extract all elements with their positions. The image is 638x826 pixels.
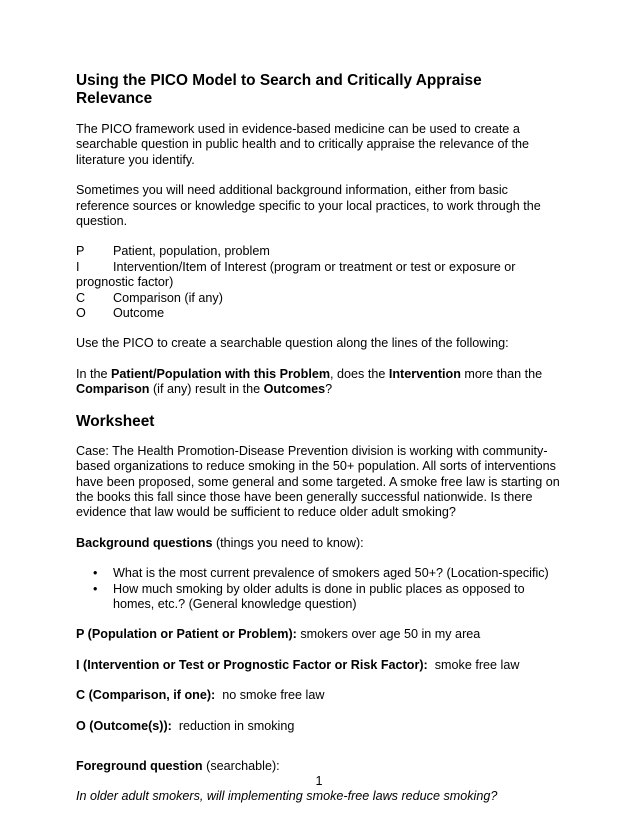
- bold-run: P (Population or Patient or Problem):: [76, 627, 297, 642]
- pico-text: Intervention/Item of Interest (program or treatment or test or exposure or prognostic factor): [76, 259, 516, 290]
- pico-text: Comparison (if any): [113, 290, 223, 305]
- bold-run: Background questions: [76, 535, 213, 550]
- case-paragraph: Case: The Health Promotion-Disease Prevention division is working with community-based organizations to reduce smoking in the 50+ population. All sorts of interventions have been proposed, some general and some targeted. A smoke free law is starting on the books this fall since those have been generally successful nationwide. Is there evidence that law would be sufficient to reduce older adult smoking?: [76, 443, 560, 520]
- text-run: (things you need to know):: [212, 535, 364, 550]
- pico-item-i: [76, 260, 562, 291]
- pico-item-c: [76, 291, 562, 306]
- page-number: 1: [315, 774, 323, 788]
- text-run: smoke free law: [427, 657, 520, 672]
- background-questions-list: [76, 566, 562, 612]
- intro-paragraph-2: Sometimes you will need additional background information, either from basic reference sources or knowledge specific to your local practices, to work through the question.: [76, 183, 541, 229]
- pico-letter: C: [76, 290, 86, 305]
- text-run: (if any) result in the: [149, 382, 264, 397]
- pico-letter: P: [76, 244, 85, 259]
- template-question: [76, 367, 562, 398]
- use-pico-instruction: Use the PICO to create a searchable question along the lines of the following:: [76, 336, 509, 351]
- text-run: smokers over age 50 in my area: [296, 627, 481, 642]
- text-run: , does the: [330, 366, 389, 381]
- text-run: reduction in smoking: [171, 718, 295, 733]
- text-run: In the: [76, 366, 112, 381]
- p-line: [76, 627, 562, 642]
- text-run: no smoke free law: [215, 688, 325, 703]
- pico-item-o: [76, 306, 562, 321]
- pico-letter: I: [76, 259, 80, 274]
- intro-paragraph-1: The PICO framework used in evidence-based medicine can be used to create a searchable question in public health and to critically appraise the relevance of the literature you identify.: [76, 122, 529, 167]
- list-item: • How much smoking by older adults is done in public places as opposed to homes, etc.? (General knowledge question): [113, 582, 562, 613]
- list-item: • What is the most current prevalence of smokers aged 50+? (Location-specific): [113, 566, 562, 581]
- foreground-question-label: [76, 759, 562, 774]
- i-line: [76, 658, 562, 673]
- bold-run: Foreground question: [76, 758, 203, 773]
- c-line: [76, 688, 562, 703]
- background-questions-label: [76, 536, 562, 551]
- text-run: ?: [325, 382, 333, 397]
- o-line: [76, 719, 562, 734]
- pico-text: Outcome: [113, 306, 165, 321]
- text-run: more than the: [460, 366, 543, 381]
- foreground-question: In older adult smokers, will implementing smoke-free laws reduce smoking?: [76, 789, 498, 804]
- bold-run: Intervention: [388, 366, 461, 381]
- pico-list: [76, 244, 562, 321]
- bold-run: O (Outcome(s)):: [76, 718, 172, 733]
- spacer: [76, 749, 562, 759]
- bold-run: I (Intervention or Test or Prognostic Factor or Risk Factor):: [76, 657, 428, 672]
- pico-text: Patient, population, problem: [113, 244, 270, 259]
- worksheet-heading: Worksheet: [76, 412, 155, 430]
- bold-run: Comparison: [76, 382, 150, 397]
- pico-letter: O: [76, 306, 86, 321]
- document-title: Using the PICO Model to Search and Critically Appraise Relevance: [76, 72, 482, 107]
- bold-run: Patient/Population with this Problem: [111, 366, 331, 381]
- bold-run: Outcomes: [263, 382, 326, 397]
- text-run: (searchable):: [202, 758, 280, 773]
- pico-item-p: [76, 244, 562, 259]
- bold-run: C (Comparison, if one):: [76, 688, 216, 703]
